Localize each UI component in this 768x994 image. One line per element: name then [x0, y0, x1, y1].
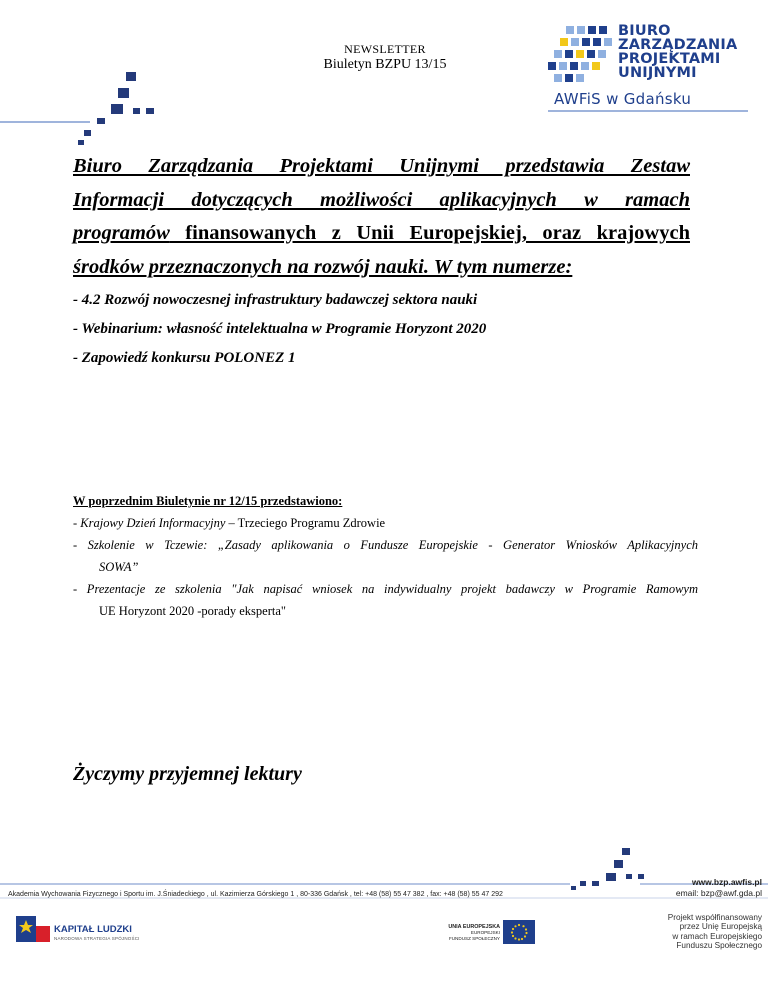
- lead-paragraph: [73, 150, 690, 284]
- lead-line: Informacji dotyczących możliwości aplikacyjnych w ramach: [73, 188, 690, 211]
- header-decoration: [0, 68, 180, 148]
- footer-decoration: [0, 840, 768, 910]
- newsletter-label: NEWSLETTER: [344, 42, 426, 56]
- cofinancing-note: [640, 913, 762, 951]
- previous-issue-section: [73, 490, 698, 622]
- lead-text: finansowanych z Unii Europejskiej, oraz krajowych: [169, 222, 690, 244]
- lead-line: środków przeznaczonych na rozwój nauki. W tym numerze:: [73, 255, 573, 278]
- logo-line: ZARZĄDZANIA: [618, 37, 738, 53]
- list-item-text: UE Horyzont 2020 -porady eksperta": [99, 604, 286, 618]
- list-item: - Zapowiedź konkursu POLONEZ 1: [73, 350, 296, 366]
- bzpu-logo: [548, 20, 748, 116]
- logo-title: [618, 24, 737, 80]
- footer-contact: [652, 877, 762, 899]
- list-item-text: – Trzeciego Programu Zdrowie: [225, 516, 386, 530]
- eu-flag-icon: [503, 920, 535, 944]
- logo-line: UNIJNYMI: [618, 65, 697, 81]
- lead-line: [73, 217, 690, 251]
- website-link[interactable]: www.bzp.awfis.pl: [691, 877, 762, 887]
- cofinancing-line: Projekt współfinansowany: [667, 913, 762, 922]
- logo-subtitle: AWFiS w Gdańsku: [554, 90, 692, 108]
- lead-line: Biuro Zarządzania Projektami Unijnymi przedstawia Zestaw: [73, 155, 690, 177]
- list-item: [73, 578, 698, 600]
- kapital-ludzki-logo-icon: [14, 912, 52, 946]
- list-item-continuation: [73, 600, 698, 622]
- list-item-emphasis: - Krajowy Dzień Informacyjny: [73, 516, 226, 530]
- issue-contents-list: [73, 292, 713, 379]
- logo-squares-icon: [548, 24, 618, 94]
- logo-line: BIURO: [618, 23, 671, 39]
- list-item-text: - Prezentacje ze szkolenia "Jak napisać wniosek na indywidualny projekt badawczy w Programie Ramowym: [73, 582, 698, 596]
- cofinancing-line: w ramach Europejskiego: [672, 931, 762, 941]
- list-item: [73, 512, 698, 534]
- eu-line: FUNDUSZ SPOŁECZNY: [448, 936, 500, 941]
- list-item-continuation: [73, 556, 698, 578]
- previous-issue-heading: W poprzednim Biuletynie nr 12/15 przedstawiono:: [73, 494, 343, 508]
- logo-underline: [548, 110, 748, 112]
- list-item: [73, 534, 698, 556]
- list-item: - Webinarium: własność intelektualna w Programie Horyzont 2020: [73, 321, 487, 337]
- eu-line: EUROPEJSKI: [470, 930, 500, 935]
- logo-line: PROJEKTAMI: [618, 51, 721, 67]
- list-item: - 4.2 Rozwój nowoczesnej infrastruktury badawczej sektora nauki: [73, 292, 478, 308]
- eu-fund-label: [428, 924, 500, 942]
- closing-wish: Życzymy przyjemnej lektury: [73, 763, 302, 785]
- list-item-text: SOWA”: [99, 560, 139, 574]
- eu-line: UNIA EUROPEJSKA: [448, 924, 500, 930]
- footer-address: Akademia Wychowania Fizycznego i Sportu im. J.Śniadeckiego , ul. Kazimierza Górskiego 1 , 80-336 Gdańsk , tel: +48 (58) 55 47 382 , fax: +48 (58) 55 47 292: [8, 891, 503, 898]
- cofinancing-line: przez Unię Europejską: [679, 922, 762, 932]
- kapital-ludzki-title: KAPITAŁ LUDZKI: [54, 924, 132, 935]
- email-link[interactable]: email: bzp@awf.gda.pl: [675, 888, 762, 898]
- kapital-ludzki-subtitle: NARODOWA STRATEGIA SPÓJNOŚCI: [54, 936, 140, 941]
- lead-emphasis: programów: [73, 222, 170, 244]
- list-item-text: - Szkolenie w Tczewie: „Zasady aplikowania o Fundusze Europejskie - Generator Wniosków Aplikacyjnych: [73, 538, 698, 552]
- issue-number: Biuletyn BZPU 13/15: [323, 57, 447, 72]
- cofinancing-line: Funduszu Społecznego: [676, 941, 762, 951]
